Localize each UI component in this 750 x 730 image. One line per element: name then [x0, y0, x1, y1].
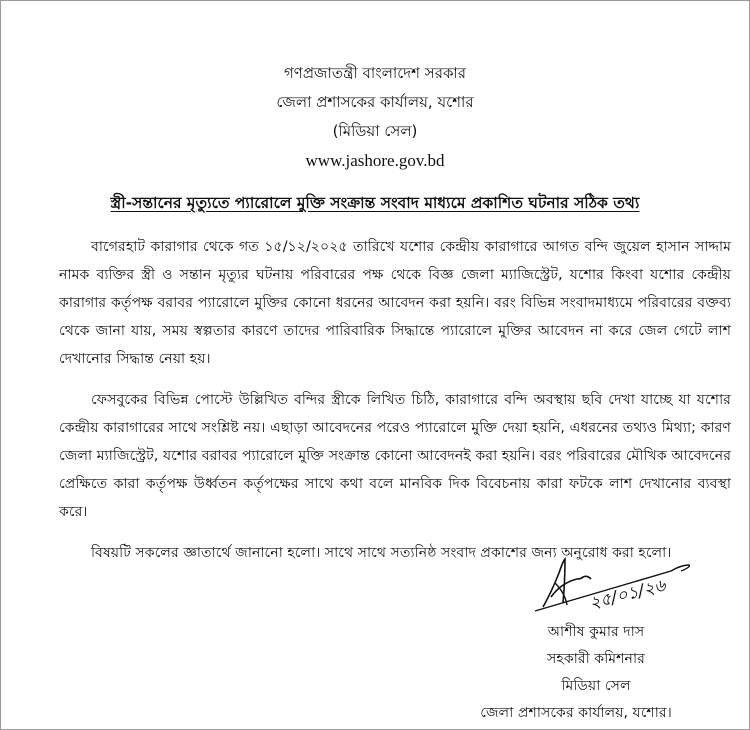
paragraph-3: বিষয়টি সকলের জ্ঞাতার্থে জানানো হলো। সাথে সাথে সত্যনিষ্ঠ সংবাদ প্রকাশের জন্য অনুরোধ করা হলো।: [91, 545, 672, 561]
office-name: জেলা প্রশাসকের কার্যালয়, যশোর: [276, 93, 474, 111]
handwritten-signature: [521, 553, 721, 623]
signatory-designation: সহকারী কমিশনার: [547, 651, 645, 667]
signatory-office: জেলা প্রশাসকের কার্যালয়, যশোর।: [480, 705, 672, 721]
website-link[interactable]: www.jashore.gov.bd: [305, 151, 445, 170]
signatory-unit: মিডিয়া সেল: [561, 678, 631, 694]
media-cell-label: (মিডিয়া সেল): [332, 122, 418, 140]
signature-icon: [521, 553, 721, 623]
signature-date: ২৫/০১/২৬: [587, 575, 668, 614]
letterhead: [1, 59, 749, 175]
document-body: [59, 233, 731, 580]
government-name: গণপ্রজাতন্ত্রী বাংলাদেশ সরকার: [283, 64, 467, 82]
signatory-name: আশীষ কুমার দাস: [547, 624, 645, 640]
document-title: স্ত্রী-সন্তানের মৃত্যুতে প্যারোলে মুক্তি সংক্রান্ত সংবাদ মাধ্যমে প্রকাশিত ঘটনার সঠিক তথ্য: [110, 194, 640, 212]
paragraph-2: ফেসবুকের বিভিন্ন পোস্টে উল্লিখিত বন্দির স্ত্রীকে লিখিত চিঠি, কারাগারে বন্দি অবস্থায় ছবি দেখা যাচ্ছে যা যশোর কেন্দ্রীয় কারাগারের সাথে সংশ্লিষ্ট নয়। এছাড়া আবেদনের পরেও প্যারোলে মুক্তি দেয়া হয়নি, এধরনের তথ্যও মিথ্যা; কারণ জেলা ম্যাজিস্ট্রেট, যশোর বরাবর প্যারোলে মুক্তি সংক্রান্ত কোনো আবেদনই করা হয়নি। বরং পরিবারের মৌখিক আবেদনের প্রেক্ষিতে কারা কর্তৃপক্ষ উর্ধ্বতন কর্তৃপক্ষের সাথে কথা বলে মানবিক দিক বিবেচনায় কারা ফটকে লাশ দেখানোর ব্যবস্থা করে।: [59, 392, 731, 520]
signatory-block: [480, 619, 701, 727]
paragraph-1: বাগেরহাট কারাগার থেকে গত ১৫/১২/২০২৫ তারিখে যশোর কেন্দ্রীয় কারাগারে আগত বন্দি জুয়েল হাসান সাদ্দাম নামক ব্যক্তির স্ত্রী ও সন্তান মৃত্যুর ঘটনায় পরিবারের পক্ষ থেকে বিজ্ঞ জেলা ম্যাজিস্ট্রেট, যশোর কিংবা যশোর কেন্দ্রীয় কারাগার কর্তৃপক্ষ বরাবর প্যারোলে মুক্তির কোনো ধরনের আবেদন করা হয়নি। বরং বিভিন্ন সংবাদমাধ্যমে পরিবারের বক্তব্য থেকে জানা যায়, সময় স্বল্পতার কারণে তাদের পারিবারিক সিদ্ধান্তে প্যারোলে মুক্তির আবেদন না করে জেল গেটে লাশ দেখানোর সিদ্ধান্ত নেয়া হয়।: [59, 239, 731, 367]
